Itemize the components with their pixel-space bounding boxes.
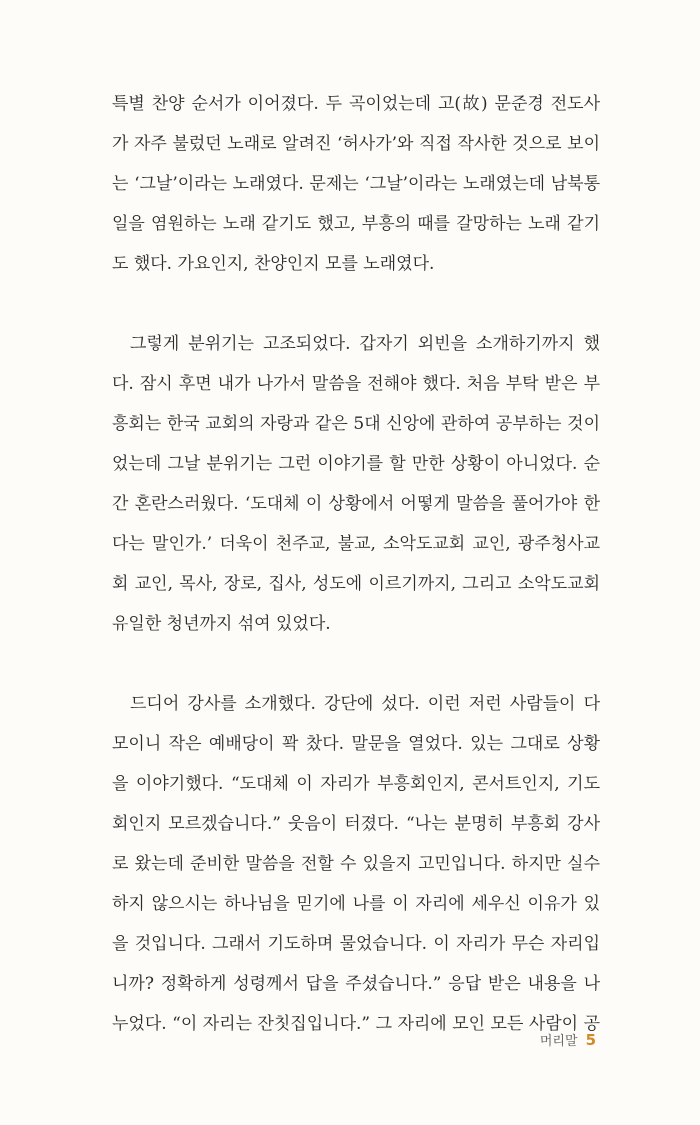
text-line: 었는데 그날 분위기는 그런 이야기를 할 만한 상황이 아니었다. 순 [112, 454, 600, 474]
text-line: 다는 말인가.’ 더욱이 천주교, 불교, 소악도교회 교인, 광주청사교 [112, 534, 600, 554]
paragraph-1 [112, 84, 600, 284]
paragraph-gap [112, 644, 600, 684]
page-footer [540, 1030, 596, 1054]
text-line: 흥회는 한국 교회의 자랑과 같은 5대 신앙에 관하여 공부하는 것이 [112, 414, 600, 434]
text-line: 누었다. “이 자리는 잔칫집입니다.” 그 자리에 모인 모든 사람이 공 [112, 1014, 600, 1034]
text-line: 을 이야기했다. “도대체 이 자리가 부흥회인지, 콘서트인지, 기도 [112, 774, 600, 794]
paragraph-gap [112, 284, 600, 324]
text-line: 간 혼란스러웠다. ‘도대체 이 상황에서 어떻게 말씀을 풀어가야 한 [112, 494, 600, 514]
text-line: 도 했다. 가요인지, 찬양인지 모를 노래였다. [112, 254, 435, 274]
text-line: 모이니 작은 예배당이 꽉 찼다. 말문을 열었다. 있는 그대로 상황 [112, 734, 600, 754]
page-body [112, 84, 600, 1044]
text-line: 는 ‘그날’이라는 노래였다. 문제는 ‘그날’이라는 노래였는데 남북통 [112, 174, 600, 194]
text-line: 유일한 청년까지 섞여 있었다. [112, 614, 331, 634]
paragraph-2 [112, 324, 600, 644]
text-line: 특별 찬양 순서가 이어졌다. 두 곡이었는데 고(故) 문준경 전도사 [112, 94, 600, 114]
text-line: 니까? 정확하게 성령께서 답을 주셨습니다.” 응답 받은 내용을 나 [112, 974, 600, 994]
text-line: 다. 잠시 후면 내가 나가서 말씀을 전해야 했다. 처음 부탁 받은 부 [112, 374, 600, 394]
text-line: 드디어 강사를 소개했다. 강단에 섰다. 이런 저런 사람들이 다 [130, 694, 600, 714]
text-line: 일을 염원하는 노래 같기도 했고, 부흥의 때를 갈망하는 노래 같기 [112, 214, 600, 234]
text-line: 을 것입니다. 그래서 기도하며 물었습니다. 이 자리가 무슨 자리입 [112, 934, 600, 954]
page-number: 5 [585, 1031, 596, 1049]
text-line: 로 왔는데 준비한 말씀을 전할 수 있을지 고민입니다. 하지만 실수 [112, 854, 600, 874]
text-line: 하지 않으시는 하나님을 믿기에 나를 이 자리에 세우신 이유가 있 [112, 894, 600, 914]
paragraph-3 [112, 684, 600, 1044]
text-line: 회 교인, 목사, 장로, 집사, 성도에 이르기까지, 그리고 소악도교회 [112, 574, 600, 594]
text-line: 그렇게 분위기는 고조되었다. 갑자기 외빈을 소개하기까지 했 [130, 334, 600, 354]
text-line: 회인지 모르겠습니다.” 웃음이 터졌다. “나는 분명히 부흥회 강사 [112, 814, 600, 834]
running-footer-label: 머리말 [539, 1034, 578, 1049]
text-line: 가 자주 불렀던 노래로 알려진 ‘허사가’와 직접 작사한 것으로 보이 [112, 134, 600, 154]
